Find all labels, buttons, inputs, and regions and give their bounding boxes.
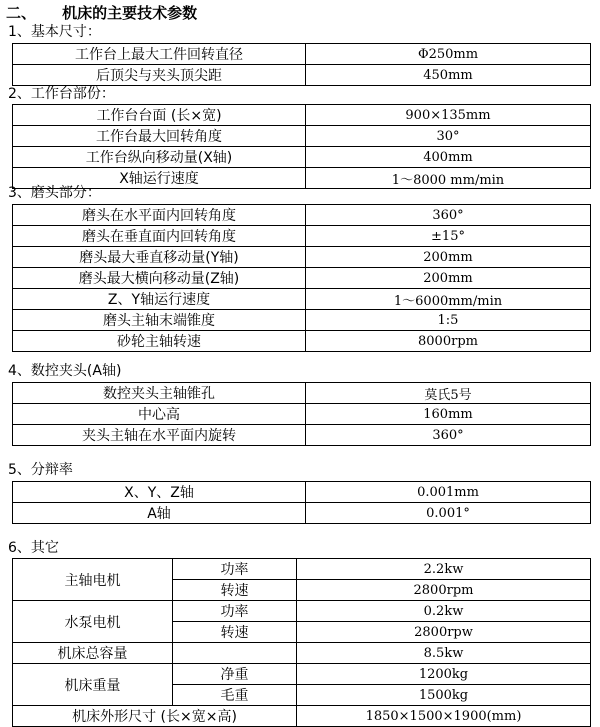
- table-row: [13, 205, 591, 226]
- table-row: [13, 147, 591, 168]
- table-row: [13, 331, 591, 352]
- table-row: [13, 559, 591, 580]
- param-value: ±15°: [306, 226, 591, 247]
- param-value: 200mm: [306, 247, 591, 268]
- param-value: 200mm: [306, 268, 591, 289]
- other-specs-table: [12, 558, 591, 727]
- param-label: 夹头主轴在水平面内旋转: [13, 425, 306, 446]
- param-value: 400mm: [306, 147, 591, 168]
- cnc-chuck-table: [12, 382, 591, 446]
- param-label: 工作台最大回转角度: [13, 126, 306, 147]
- gross-weight-value: 1500kg: [297, 685, 591, 706]
- param-value: 1～8000 mm/min: [306, 168, 591, 189]
- spindle-speed-value: 2800rpm: [297, 580, 591, 601]
- spindle-power-label: 功率: [173, 559, 297, 580]
- param-label: X、Y、Z轴: [13, 482, 306, 503]
- pump-motor-label: 水泵电机: [13, 601, 173, 643]
- param-label: Z、Y轴运行速度: [13, 289, 306, 310]
- section-1-title: 1、基本尺寸：: [8, 24, 101, 40]
- table-row: [13, 503, 591, 524]
- document-heading: 二、 机床的主要技术参数: [6, 4, 198, 22]
- param-label: 磨头在垂直面内回转角度: [13, 226, 306, 247]
- empty-cell: [173, 643, 297, 664]
- param-label: 中心高: [13, 404, 306, 425]
- section-6-title: 6、其它: [8, 540, 59, 556]
- table-row: [13, 44, 591, 65]
- table-row: [13, 404, 591, 425]
- table-row: [13, 425, 591, 446]
- param-label: X轴运行速度: [13, 168, 306, 189]
- param-value: 160mm: [306, 404, 591, 425]
- param-value: 8000rpm: [306, 331, 591, 352]
- param-value: 1～6000mm/min: [306, 289, 591, 310]
- table-row: [13, 482, 591, 503]
- param-label: 磨头最大垂直移动量(Y轴): [13, 247, 306, 268]
- resolution-table: [12, 481, 591, 524]
- param-value: 900×135mm: [306, 105, 591, 126]
- table-row: [13, 601, 591, 622]
- param-label: 砂轮主轴转速: [13, 331, 306, 352]
- section-5-title: 5、分辩率: [8, 462, 73, 478]
- table-row: [13, 226, 591, 247]
- dimensions-label: 机床外形尺寸 (长×宽×高): [13, 706, 297, 727]
- param-value: 0.001°: [306, 503, 591, 524]
- pump-power-value: 0.2kw: [297, 601, 591, 622]
- grinding-head-table: [12, 204, 591, 352]
- total-capacity-label: 机床总容量: [13, 643, 173, 664]
- net-weight-label: 净重: [173, 664, 297, 685]
- param-label: 磨头最大横向移动量(Z轴): [13, 268, 306, 289]
- pump-speed-label: 转速: [173, 622, 297, 643]
- machine-weight-label: 机床重量: [13, 664, 173, 706]
- section-2-title: 2、工作台部份：: [8, 86, 115, 102]
- param-value: 360°: [306, 205, 591, 226]
- param-value: 0.001mm: [306, 482, 591, 503]
- param-label: 数控夹头主轴锥孔: [13, 383, 306, 404]
- spindle-speed-label: 转速: [173, 580, 297, 601]
- table-row: [13, 706, 591, 727]
- param-value: 450mm: [306, 65, 591, 86]
- pump-power-label: 功率: [173, 601, 297, 622]
- param-value: 莫氏5号: [306, 383, 591, 404]
- spindle-power-value: 2.2kw: [297, 559, 591, 580]
- net-weight-value: 1200kg: [297, 664, 591, 685]
- table-row: [13, 65, 591, 86]
- param-value: Φ250mm: [306, 44, 591, 65]
- table-row: [13, 664, 591, 685]
- param-label: A轴: [13, 503, 306, 524]
- param-label: 磨头在水平面内回转角度: [13, 205, 306, 226]
- total-capacity-value: 8.5kw: [297, 643, 591, 664]
- table-row: [13, 126, 591, 147]
- table-row: [13, 105, 591, 126]
- param-label: 后顶尖与夹头顶尖距: [13, 65, 306, 86]
- table-row: [13, 268, 591, 289]
- param-label: 工作台纵向移动量(X轴): [13, 147, 306, 168]
- spindle-motor-label: 主轴电机: [13, 559, 173, 601]
- param-label: 工作台上最大工件回转直径: [13, 44, 306, 65]
- basic-dimensions-table: [12, 43, 591, 86]
- worktable-table: [12, 104, 591, 189]
- param-value: 360°: [306, 425, 591, 446]
- section-4-title: 4、数控夹头(A轴): [8, 363, 122, 379]
- param-value: 30°: [306, 126, 591, 147]
- dimensions-value: 1850×1500×1900(mm): [297, 706, 591, 727]
- pump-speed-value: 2800rpw: [297, 622, 591, 643]
- table-row: [13, 247, 591, 268]
- table-row: [13, 643, 591, 664]
- param-label: 工作台台面 (长×宽): [13, 105, 306, 126]
- gross-weight-label: 毛重: [173, 685, 297, 706]
- param-value: 1:5: [306, 310, 591, 331]
- section-3-title: 3、磨头部分：: [8, 185, 101, 201]
- table-row: [13, 289, 591, 310]
- param-label: 磨头主轴末端锥度: [13, 310, 306, 331]
- table-row: [13, 383, 591, 404]
- table-row: [13, 310, 591, 331]
